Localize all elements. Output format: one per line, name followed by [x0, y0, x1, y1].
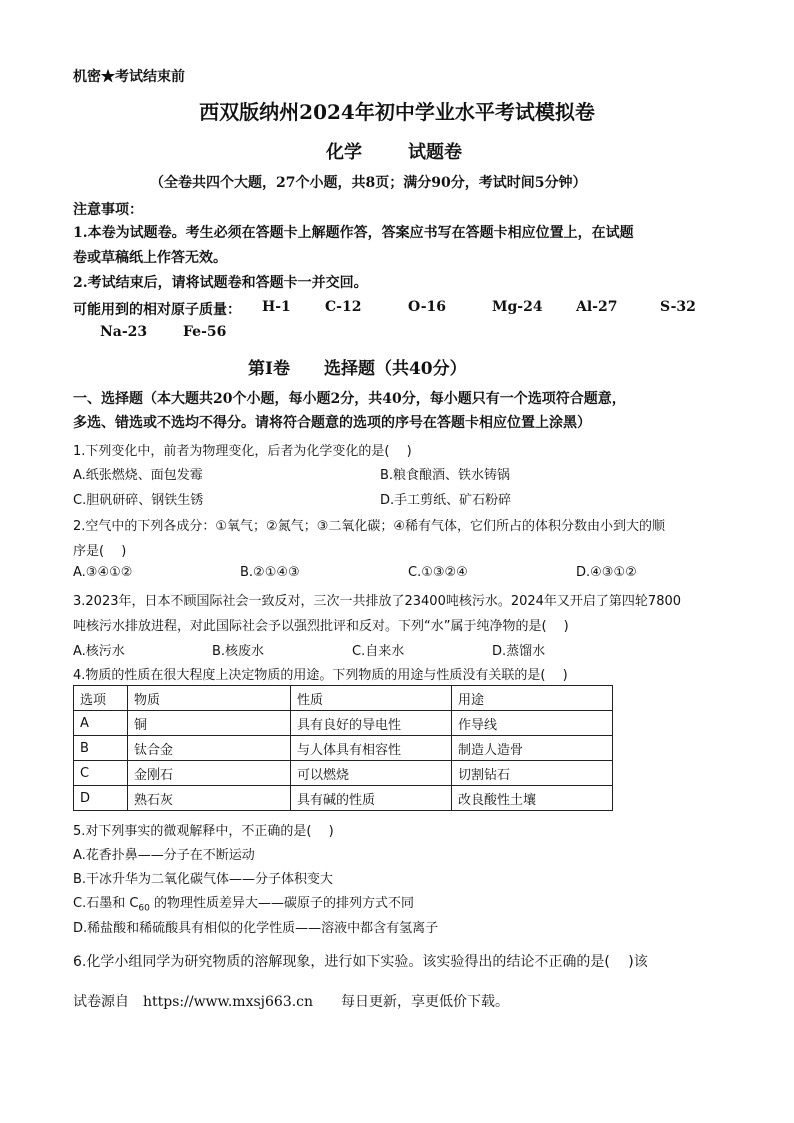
section-instruction-line-2: 多选、错选或不选均不得分。请将符合题意的选项的序号在答题卡相应位置上涂黑）	[73, 415, 591, 431]
q3-option-c: C.自来水	[352, 644, 405, 659]
table-cell: D	[74, 786, 128, 811]
atomic-mass-fe: Fe-56	[183, 324, 227, 340]
section-title: 第Ⅰ卷 选择题（共40分）	[248, 359, 467, 379]
q2-stem-line-1: 2.空气中的下列各成分：①氧气；②氮气；③二氧化碳；④稀有气体，它们所占的体积分数由小到大的顺	[73, 519, 666, 534]
table-row	[74, 736, 613, 761]
exam-scope: （全卷共四个大题，27个小题，共8页；满分90分，考试时间5分钟）	[150, 175, 587, 191]
header-use: 用途	[451, 686, 612, 711]
table-cell: B	[74, 736, 128, 761]
q5-option-b: B.干冰升华为二氧化碳气体——分子体积变大	[73, 872, 334, 887]
q5-option-c-prefix: C.石墨和 C	[73, 896, 139, 911]
q2-option-c: C.①③②④	[408, 565, 468, 580]
q2-option-b: B.②①④③	[240, 565, 300, 580]
q4-table	[73, 685, 613, 811]
atomic-mass-s: S-32	[660, 299, 696, 315]
q1-option-b: B.粮食酿酒、铁水铸锅	[380, 468, 511, 483]
notes-heading: 注意事项：	[73, 202, 143, 218]
q5-option-a: A.花香扑鼻——分子在不断运动	[73, 848, 255, 863]
note-2: 2.考试结束后，请将试题卷和答题卡一并交回。	[73, 275, 368, 291]
table-row	[74, 711, 613, 736]
table-cell: 制造人造骨	[451, 736, 612, 761]
table-cell: 切割钻石	[451, 761, 612, 786]
q1-option-d: D.手工剪纸、矿石粉碎	[380, 493, 512, 508]
q6-stem: 6.化学小组同学为研究物质的溶解现象，进行如下实验。该实验得出的结论不正确的是( )该	[73, 954, 648, 970]
q5-option-d: D.稀盐酸和稀硫酸具有相似的化学性质——溶液中都含有氢离子	[73, 921, 439, 936]
exam-title: 西双版纳州2024年初中学业水平考试模拟卷	[199, 100, 595, 124]
table-cell: 具有良好的导电性	[290, 711, 451, 736]
q3-option-d: D.蒸馏水	[492, 644, 546, 659]
section-instruction-line-1: 一、选择题（本大题共20个小题，每小题2分，共40分，每小题只有一个选项符合题意，	[73, 391, 626, 407]
q2-stem-line-2: 序是( )	[73, 544, 127, 559]
table-header-row	[74, 686, 613, 711]
table-cell: 钛合金	[128, 736, 291, 761]
q4-stem: 4.物质的性质在很大程度上决定物质的用途。下列物质的用途与性质没有关联的是( )	[73, 668, 568, 683]
table-row	[74, 786, 613, 811]
q2-option-d: D.④③①②	[576, 565, 637, 580]
atomic-mass-c: C-12	[325, 299, 362, 315]
q2-option-a: A.③④①②	[73, 565, 133, 580]
header-option: 选项	[74, 686, 128, 711]
atomic-mass-label: 可能用到的相对原子质量：	[73, 302, 241, 318]
q5-option-c-text: 的物理性质差异大——碳原子的排列方式不同	[149, 896, 415, 911]
q3-stem-line-2: 吨核污水排放进程，对此国际社会予以强烈批评和反对。下列“水”属于纯净物的是( )	[73, 619, 569, 634]
atomic-mass-na: Na-23	[100, 324, 148, 340]
note-1-line-1: 1.本卷为试题卷。考生必须在答题卡上解题作答，答案应书写在答题卡相应位置上，在试题	[73, 225, 634, 241]
q3-option-b: B.核废水	[212, 644, 265, 659]
q1-option-a: A.纸张燃烧、面包发霉	[73, 468, 203, 483]
paper-label: 试题卷	[408, 142, 462, 163]
note-1-line-2: 卷或草稿纸上作答无效。	[73, 250, 227, 266]
atomic-mass-al: Al-27	[576, 299, 618, 315]
table-cell: 作导线	[451, 711, 612, 736]
table-cell: 金刚石	[128, 761, 291, 786]
atomic-mass-mg: Mg-24	[492, 299, 543, 315]
source-footer: 试卷源自 https://www.mxsj663.cn 每日更新，享更低价下载。	[73, 994, 510, 1010]
table-cell: 熟石灰	[128, 786, 291, 811]
atomic-mass-h: H-1	[262, 299, 291, 315]
header-substance: 物质	[128, 686, 291, 711]
q1-stem: 1.下列变化中，前者为物理变化，后者为化学变化的是( )	[73, 444, 412, 459]
subject-label: 化学	[326, 142, 362, 163]
q5-option-c	[73, 892, 414, 914]
table-cell: C	[74, 761, 128, 786]
atomic-mass-o: O-16	[408, 299, 447, 315]
q1-option-c: C.胆矾研碎、钢铁生锈	[73, 493, 204, 508]
table-cell: 具有碱的性质	[290, 786, 451, 811]
table-cell: A	[74, 711, 128, 736]
table-cell: 铜	[128, 711, 291, 736]
q5-option-c-subscript: 60	[138, 903, 150, 914]
table-row	[74, 761, 613, 786]
confidential-label: 机密★考试结束前	[73, 69, 185, 85]
q3-option-a: A.核污水	[73, 644, 125, 659]
table-cell: 可以燃烧	[290, 761, 451, 786]
header-property: 性质	[290, 686, 451, 711]
table-cell: 改良酸性土壤	[451, 786, 612, 811]
q3-stem-line-1: 3.2023年，日本不顾国际社会一致反对，三次一共排放了23400吨核污水。2024年又开启了第四轮7800	[73, 594, 682, 609]
q5-stem: 5.对下列事实的微观解释中，不正确的是( )	[73, 824, 334, 839]
table-cell: 与人体具有相容性	[290, 736, 451, 761]
